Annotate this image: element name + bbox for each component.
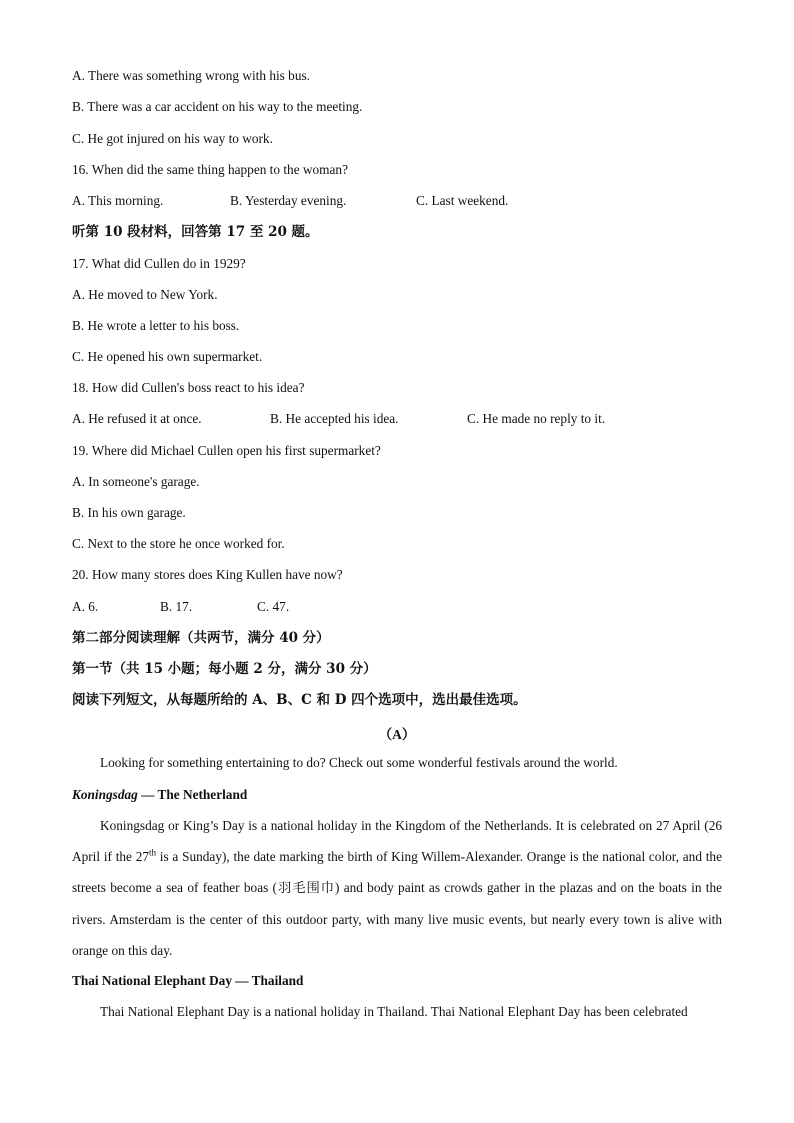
q18-option-a: A. He refused it at once. — [72, 411, 202, 426]
q16-option-b: B. Yesterday evening. — [230, 193, 347, 208]
q15-option-a: A. There was something wrong with his bus. — [72, 68, 310, 83]
q15-option-b: B. There was a car accident on his way to the meeting. — [72, 99, 363, 114]
q15-option-c: C. He got injured on his way to work. — [72, 131, 273, 146]
festival1-paragraph — [72, 810, 722, 966]
festival1-heading — [72, 787, 247, 803]
q19-option-c: C. Next to the store he once worked for. — [72, 536, 285, 551]
q20-question: 20. How many stores does King Kullen have now? — [72, 567, 343, 582]
q16-option-a: A. This morning. — [72, 193, 164, 208]
part2-title: 第二部分阅读理解（共两节，满分 40 分） — [72, 630, 330, 646]
section1-title: 第一节（共 15 小题；每小题 2 分，满分 30 分） — [72, 661, 377, 677]
instructions: 阅读下列短文，从每题所给的 A、B、C 和 D 四个选项中，选出最佳选项。 — [72, 692, 527, 708]
festival1-sup: th — [149, 847, 157, 858]
festival2-heading: Thai National Elephant Day — Thailand — [72, 973, 304, 988]
q18-option-b: B. He accepted his idea. — [270, 411, 399, 426]
q17-option-b: B. He wrote a letter to his boss. — [72, 318, 240, 333]
section-10-heading: 听第 10 段材料，回答第 17 至 20 题。 — [72, 224, 319, 240]
festival1-country: — The Netherland — [137, 787, 248, 802]
q18-question: 18. How did Cullen's boss react to his idea? — [72, 380, 305, 395]
q18-option-c: C. He made no reply to it. — [467, 411, 606, 426]
q20-option-c: C. 47. — [257, 599, 290, 614]
q19-option-a: A. In someone's garage. — [72, 474, 200, 489]
intro-paragraph: Looking for something entertaining to do? Check out some wonderful festivals around the world. — [100, 755, 618, 770]
q16-question: 16. When did the same thing happen to the woman? — [72, 162, 348, 177]
festival2-paragraph: Thai National Elephant Day is a national holiday in Thailand. Thai National Elephant Day has been celebrated — [100, 1004, 688, 1019]
q16-option-c: C. Last weekend. — [416, 193, 509, 208]
festival1-name: Koningsdag — [72, 787, 138, 802]
q17-option-a: A. He moved to New York. — [72, 287, 218, 302]
q17-question: 17. What did Cullen do in 1929? — [72, 256, 246, 271]
festival1-text-1: Koningsdag or King’s Day is a national holiday in the Kingdom of the Netherlands. It is celebrated on 27 April (26 April if the 27 — [72, 818, 722, 865]
festival1-text-2: is a Sunday), the date marking the birth of King Willem-Alexander. Orange is the national color, and the streets become a sea of feather boas (羽毛围巾) and body paint as crowds gather in the plazas and on the boats in the rivers. Amsterdam is the center of this outdoor party, with many live music events, but nearly every town is alive with orange on this day. — [72, 849, 722, 958]
q17-option-c: C. He opened his own supermarket. — [72, 349, 263, 364]
q20-option-a: A. 6. — [72, 599, 99, 614]
q19-question: 19. Where did Michael Cullen open his first supermarket? — [72, 443, 381, 458]
q19-option-b: B. In his own garage. — [72, 505, 186, 520]
passage-label: （A） — [378, 727, 416, 742]
q20-option-b: B. 17. — [160, 599, 193, 614]
